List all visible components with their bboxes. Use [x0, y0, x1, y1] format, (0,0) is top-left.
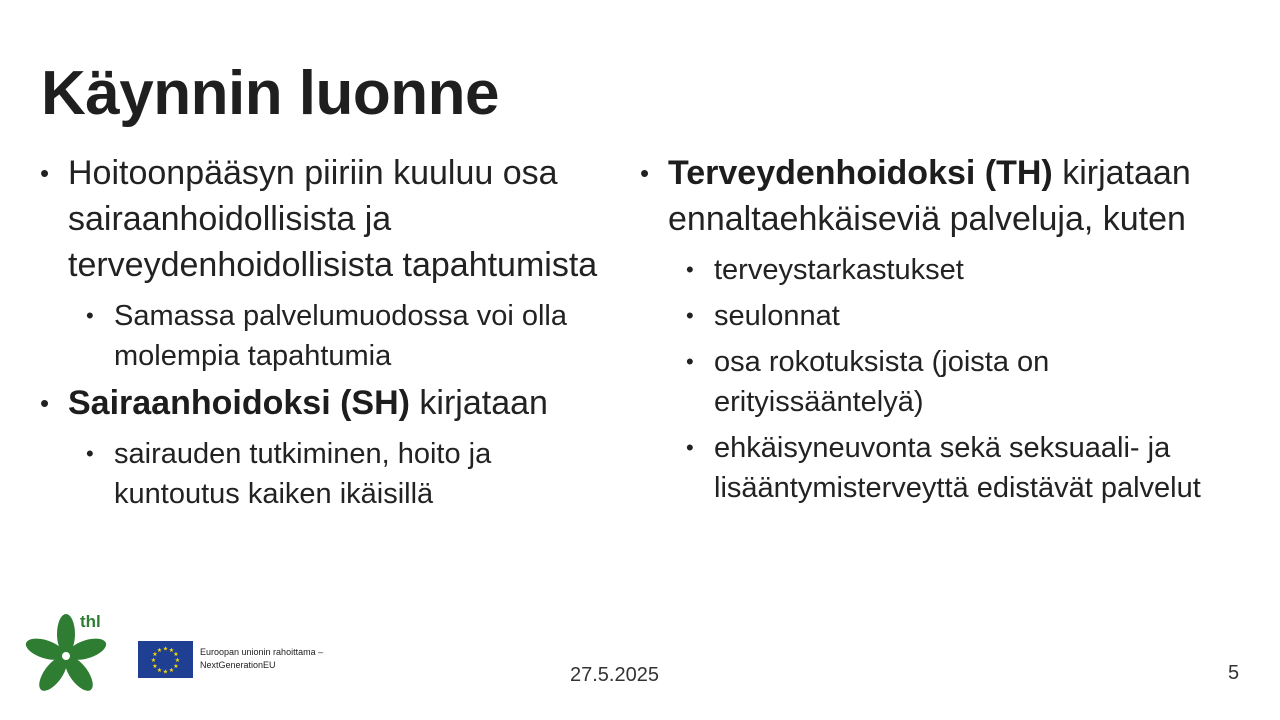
bullet-access: • Hoitoonpääsyn piiriin kuuluu osa sairaanhoidollisista ja terveydenhoidollisista tapahtumista	[40, 150, 610, 288]
svg-text:★: ★	[168, 667, 175, 674]
svg-text:★: ★	[162, 668, 169, 676]
sub-item: • osa rokotuksista (joista on erityissääntelyä)	[686, 342, 1220, 422]
svg-text:★: ★	[173, 651, 179, 658]
sub-item: • terveystarkastukset	[686, 250, 1220, 290]
slide-page-number: 5	[1228, 662, 1240, 684]
sub-item: • ehkäisyneuvonta sekä seksuaali- ja lisääntymisterveyttä edistävät palvelut	[686, 428, 1220, 508]
left-column	[40, 150, 610, 514]
sub-bullet-both-events: • Samassa palvelumuodossa voi olla molempia tapahtumia	[86, 296, 610, 376]
svg-text:★: ★	[168, 647, 175, 654]
right-sub-list	[640, 250, 1220, 508]
sub-item: • seulonnat	[686, 296, 1220, 336]
svg-text:★: ★	[174, 657, 181, 664]
eu-flag-icon	[138, 641, 193, 678]
slide-title: Käynnin luonne	[41, 59, 499, 128]
bullet-health-care-rest: kirjataan ennaltaehkäiseviä palveluja, kuten	[668, 154, 1191, 238]
eu-funding-line1: Euroopan unionin rahoittama –	[200, 647, 324, 657]
right-bullet-list	[640, 150, 1220, 508]
right-column	[640, 150, 1220, 508]
svg-text:★: ★	[150, 657, 157, 664]
svg-text:★: ★	[173, 663, 179, 670]
svg-text:★: ★	[152, 651, 158, 658]
slide-date: 27.5.2025	[570, 664, 659, 686]
eu-funding-text	[200, 646, 323, 672]
left-bullet-list	[40, 150, 610, 514]
bold-sh: Sairaanhoidoksi (SH)	[68, 384, 410, 422]
svg-text:★: ★	[156, 647, 163, 654]
svg-text:★: ★	[152, 663, 158, 670]
bold-th: Terveydenhoidoksi (TH)	[668, 154, 1053, 192]
svg-text:★: ★	[162, 645, 169, 653]
bullet-medical-care	[40, 380, 610, 426]
sub-bullet-diagnosis: • sairauden tutkiminen, hoito ja kuntoutus kaiken ikäisillä	[86, 434, 610, 514]
bullet-health-care	[640, 150, 1220, 242]
bullet-medical-care-rest: kirjataan	[409, 384, 548, 422]
svg-text:★: ★	[156, 667, 163, 674]
eu-funding-line2: NextGenerationEU	[200, 660, 276, 670]
thl-logo-text: thl	[80, 612, 101, 631]
